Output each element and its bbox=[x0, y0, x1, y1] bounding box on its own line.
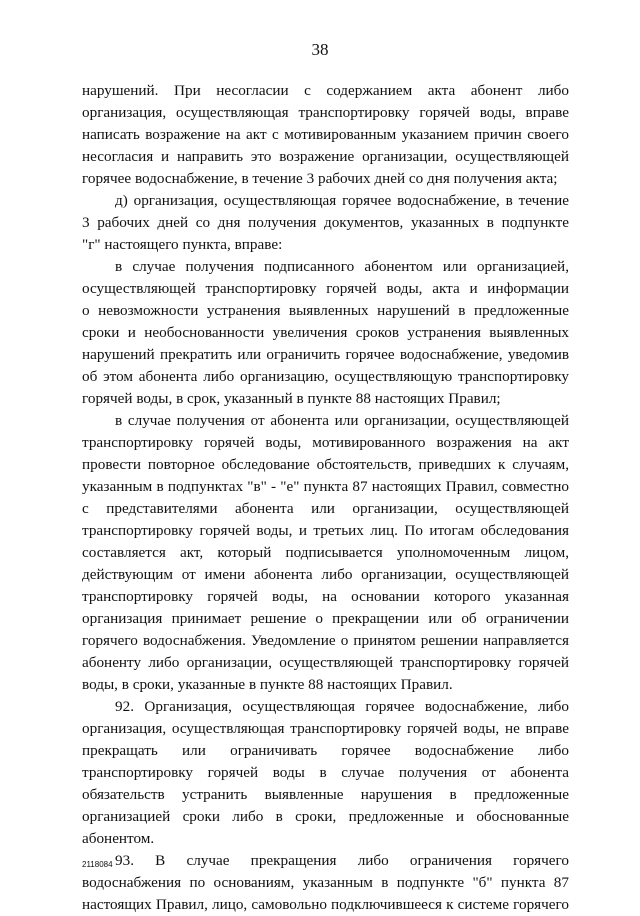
text-line: водоснабжения по основаниям, указанным в подпункте "б" пункта 87 bbox=[82, 874, 569, 891]
text-line: горячей воды, в срок, указанный в пункте 88 настоящих Правил; bbox=[82, 390, 501, 407]
text-line: д) организация, осуществляющая горячее водоснабжение, в течение bbox=[115, 192, 569, 209]
text-line: указанным в подпунктах "в" - "е" пункта 87 настоящих Правил, совместно bbox=[82, 478, 569, 495]
text-line: транспортировку горячей воды, на основании которого указанная bbox=[82, 588, 569, 605]
text-line: транспортировку горячей воды, мотивированного возражения на акт bbox=[82, 434, 569, 451]
document-code: 2118084 bbox=[82, 860, 113, 869]
text-line: организация, осуществляющая транспортировку горячей воды, не вправе bbox=[82, 720, 569, 737]
text-line: "г" настоящего пункта, вправе: bbox=[82, 236, 283, 253]
paragraph-p4 bbox=[82, 410, 569, 696]
text-line: прекращать или ограничивать горячее водоснабжение либо bbox=[82, 742, 569, 759]
text-line: воды, в сроки, указанные в пункте 88 настоящих Правил. bbox=[82, 676, 453, 693]
text-line: организация, осуществляющая транспортировку горячей воды, вправе bbox=[82, 104, 569, 121]
text-line: 3 рабочих дней со дня получения документов, указанных в подпункте bbox=[82, 214, 569, 231]
text-line: несогласия и направить это возражение организации, осуществляющей bbox=[82, 148, 569, 165]
text-line: организация принимает решение о прекращении или об ограничении bbox=[82, 610, 569, 627]
text-line: в случае получения подписанного абонентом или организацией, bbox=[115, 258, 569, 275]
text-line: обязательств устранить выявленные нарушения в предложенные bbox=[82, 786, 569, 803]
text-line: осуществляющей транспортировку горячей воды, акта и информации bbox=[82, 280, 569, 297]
text-line: написать возражение на акт с мотивированным указанием причин своего bbox=[82, 126, 569, 143]
text-line: 93. В случае прекращения либо ограничения горячего bbox=[115, 852, 569, 869]
page-number: 38 bbox=[311, 40, 329, 59]
text-line: 92. Организация, осуществляющая горячее водоснабжение, либо bbox=[115, 698, 569, 715]
text-line: горячего водоснабжения. Уведомление о принятом решении направляется bbox=[82, 632, 569, 649]
text-line: транспортировку горячей воды, и третьих лиц. По итогам обследования bbox=[82, 522, 569, 539]
paragraph-p3 bbox=[82, 256, 569, 410]
text-line: нарушений. При несогласии с содержанием акта абонент либо bbox=[82, 82, 569, 99]
text-line: организацией сроки либо в сроки, предложенные и обоснованные bbox=[82, 808, 569, 825]
text-line: провести повторное обследование обстоятельств, приведших к случаям, bbox=[82, 456, 569, 473]
text-line: о невозможности устранения выявленных нарушений в предложенные bbox=[82, 302, 569, 319]
paragraph-p6 bbox=[82, 850, 569, 916]
text-line: горячее водоснабжение, в течение 3 рабочих дней со дня получения акта; bbox=[82, 170, 558, 187]
text-line: нарушений прекратить или ограничить горячее водоснабжение, уведомив bbox=[82, 346, 569, 363]
paragraph-p1 bbox=[82, 80, 569, 190]
document-body bbox=[82, 80, 569, 916]
text-line: в случае получения от абонента или организации, осуществляющей bbox=[115, 412, 569, 429]
text-line: транспортировку горячей воды в случае получения от абонента bbox=[82, 764, 569, 781]
paragraph-p5 bbox=[82, 696, 569, 850]
text-line: абонентом. bbox=[82, 830, 155, 847]
text-line: настоящих Правил, лицо, самовольно подключившееся к системе горячего bbox=[82, 896, 569, 913]
text-line: абоненту либо организации, осуществляющей транспортировку горячей bbox=[82, 654, 569, 671]
text-line: с представителями абонента или организации, осуществляющей bbox=[82, 500, 569, 517]
text-line: об этом абонента либо организацию, осуществляющую транспортировку bbox=[82, 368, 569, 385]
paragraph-p2 bbox=[82, 190, 569, 256]
text-line: составляется акт, который подписывается уполномоченным лицом, bbox=[82, 544, 569, 561]
text-line: сроки и необоснованности увеличения сроков устранения выявленных bbox=[82, 324, 569, 341]
text-line: действующим от имени абонента либо организации, осуществляющей bbox=[82, 566, 569, 583]
